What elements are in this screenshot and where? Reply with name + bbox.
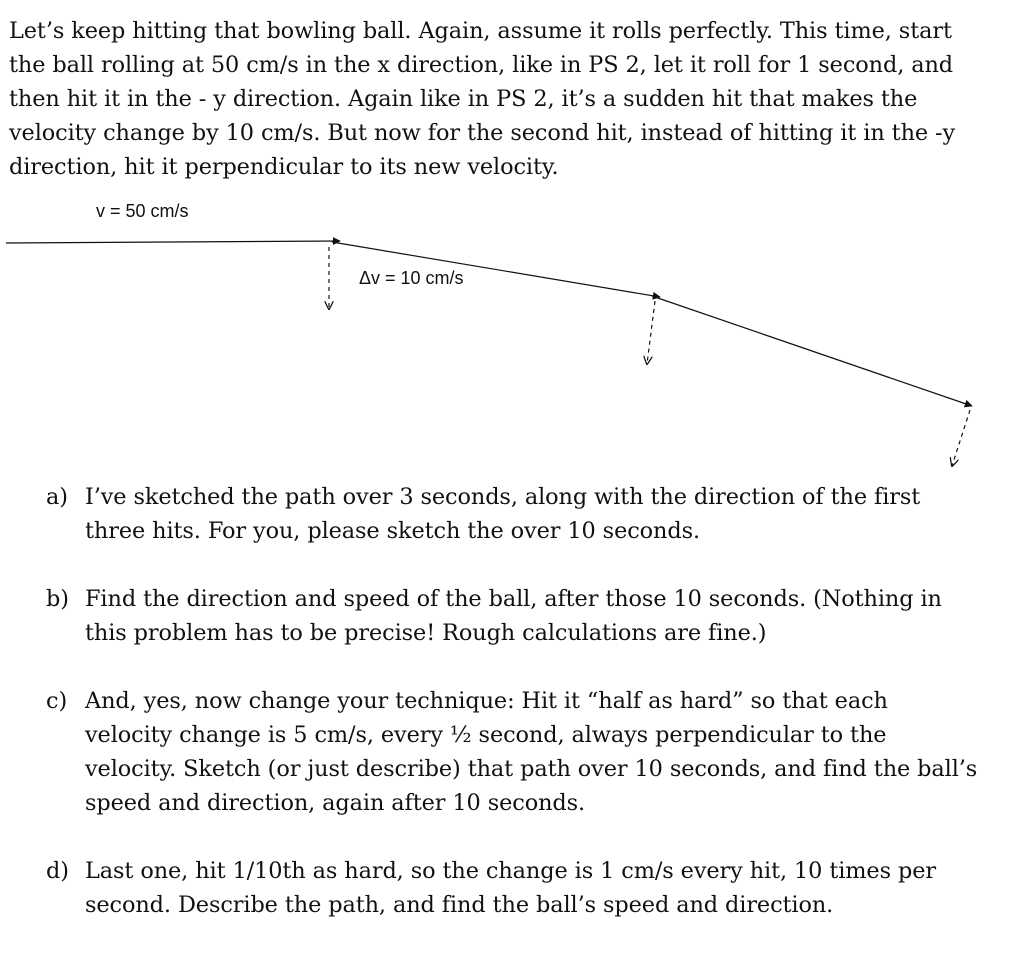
intro-line: Let’s keep hitting that bowling ball. Again, assume it rolls perfectly. This time, start xyxy=(9,18,952,44)
question-line: second. Describe the path, and find the ball’s speed and direction. xyxy=(85,892,834,918)
question-line: Last one, hit 1/10th as hard, so the change is 1 cm/s every hit, 10 times per xyxy=(85,858,936,884)
question-marker: c) xyxy=(46,688,68,714)
intro-line: then hit it in the - y direction. Again like in PS 2, it’s a sudden hit that makes the xyxy=(9,86,918,112)
question-d xyxy=(0,854,1000,922)
question-c xyxy=(0,684,1000,820)
question-line: And, yes, now change your technique: Hit it “half as hard” so that each xyxy=(85,688,888,714)
problem-intro xyxy=(9,14,1014,184)
question-line: velocity. Sketch (or just describe) that path over 10 seconds, and find the ball’s xyxy=(85,756,978,782)
hit-arrow-2 xyxy=(647,301,655,364)
intro-line: velocity change by 10 cm/s. But now for the second hit, instead of hitting it in the -y xyxy=(9,120,956,146)
delta-v-label: Δv = 10 cm/s xyxy=(359,268,464,288)
intro-line: the ball rolling at 50 cm/s in the x direction, like in PS 2, let it roll for 1 second, and xyxy=(9,52,954,78)
path-segment-3 xyxy=(652,296,972,406)
question-line: this problem has to be precise! Rough calculations are fine.) xyxy=(85,620,767,646)
question-marker: b) xyxy=(46,586,69,612)
question-line: three hits. For you, please sketch the over 10 seconds. xyxy=(85,518,700,544)
intro-line: direction, hit it perpendicular to its new velocity. xyxy=(9,154,559,180)
path-segment-1 xyxy=(6,241,340,243)
question-a xyxy=(0,480,1000,548)
path-diagram xyxy=(0,190,1024,480)
question-b xyxy=(0,582,1000,650)
question-line: Find the direction and speed of the ball, after those 10 seconds. (Nothing in xyxy=(85,586,942,612)
question-line: velocity change is 5 cm/s, every ½ second, always perpendicular to the xyxy=(85,722,887,748)
question-line: speed and direction, again after 10 seconds. xyxy=(85,790,586,816)
hit-arrow-3 xyxy=(952,410,970,466)
question-marker: a) xyxy=(46,484,68,510)
question-line: I’ve sketched the path over 3 seconds, along with the direction of the first xyxy=(85,484,921,510)
question-marker: d) xyxy=(46,858,69,884)
velocity-label: v = 50 cm/s xyxy=(96,201,189,221)
